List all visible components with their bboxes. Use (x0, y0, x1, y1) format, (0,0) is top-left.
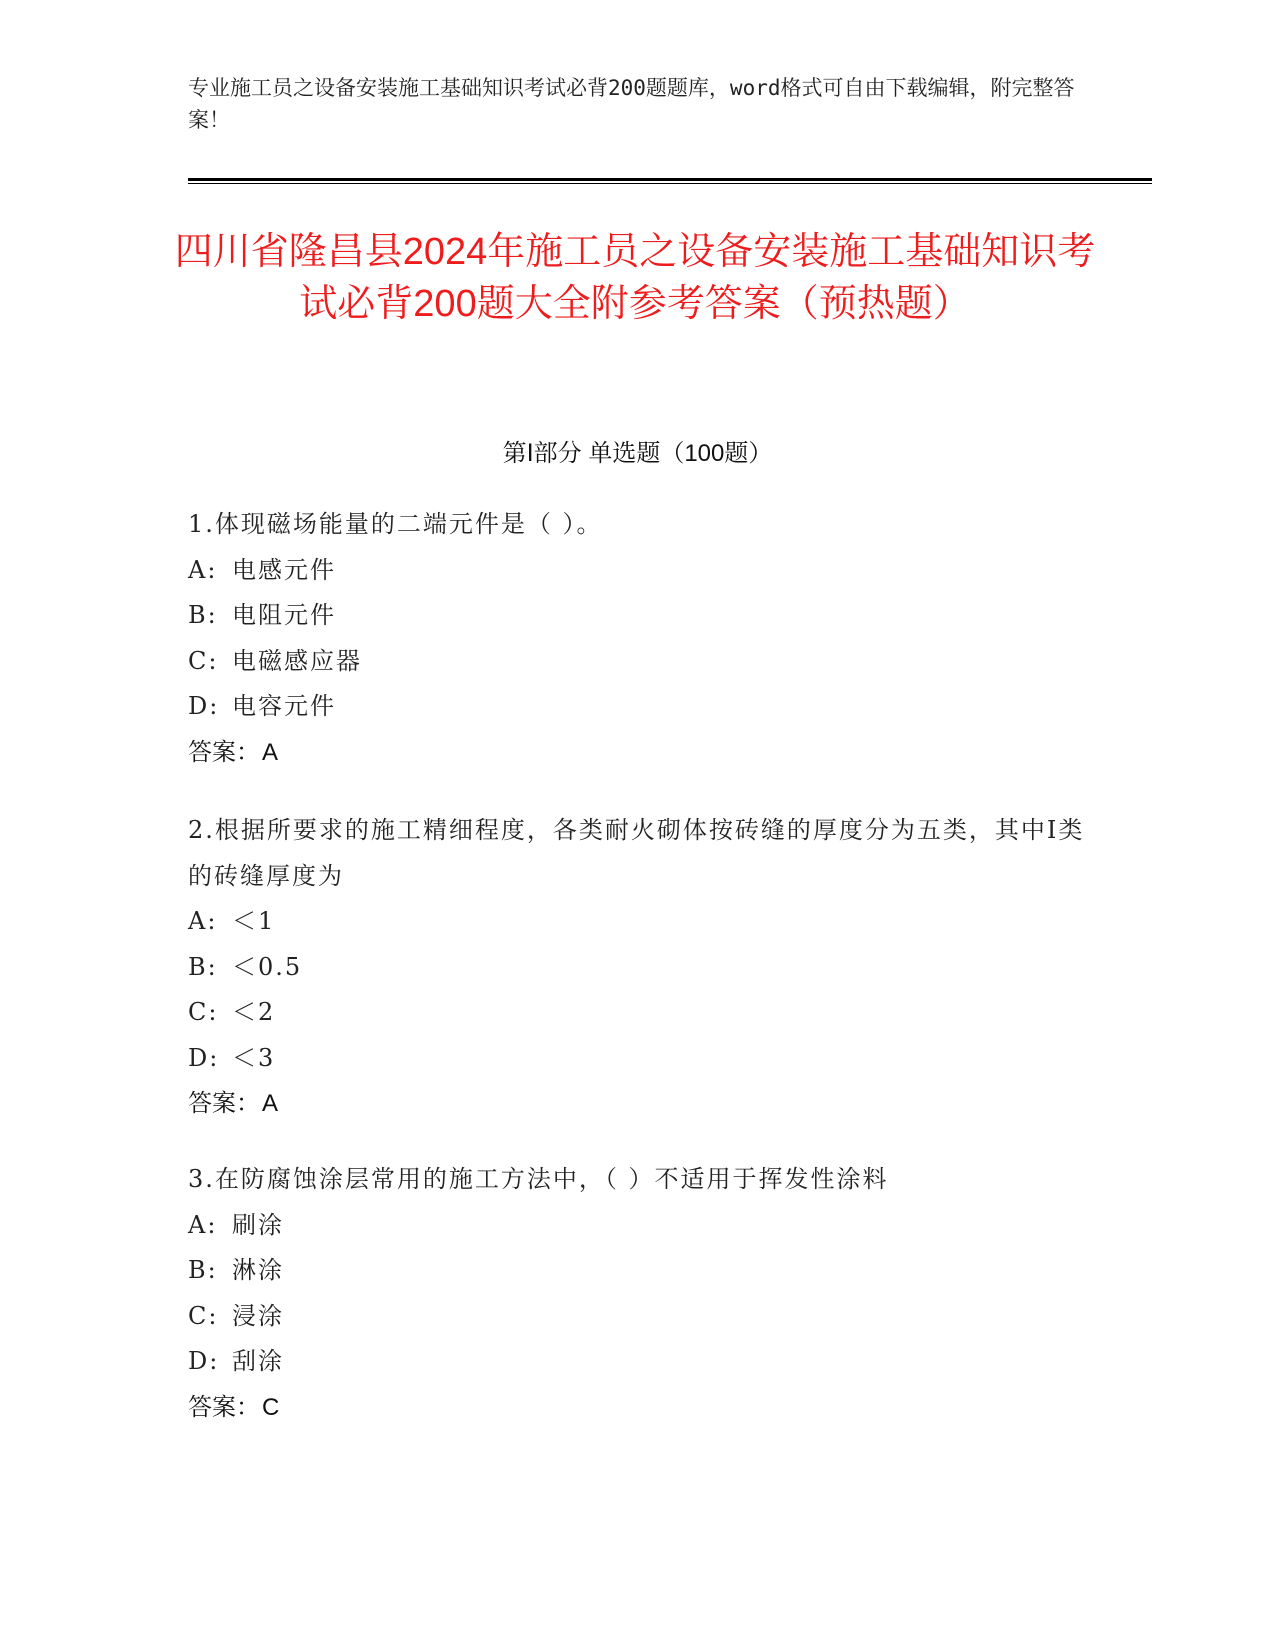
option-label: A: (188, 1210, 218, 1239)
answer-value: A (262, 738, 279, 766)
option-d (188, 1036, 1088, 1082)
option-text: 浸涂 (232, 1301, 284, 1330)
option-text: 淋涂 (232, 1256, 284, 1284)
option-text: 刮涂 (232, 1347, 284, 1375)
option-text: 电磁感应器 (232, 646, 362, 675)
answer-line (188, 1081, 1088, 1127)
option-d (188, 1339, 1088, 1385)
option-text: ＜2 (232, 998, 276, 1026)
question-stem: 1.体现磁场能量的二端元件是（ ）。 (188, 510, 603, 538)
option-label: C: (188, 1301, 219, 1330)
option-label: D: (188, 1347, 220, 1375)
option-b (188, 1248, 1088, 1294)
option-label: C: (188, 998, 219, 1026)
question-3 (188, 1157, 1088, 1430)
option-text: ＜1 (232, 907, 276, 935)
question-1 (188, 502, 1088, 775)
option-label: D: (188, 1043, 220, 1072)
option-label: A: (188, 555, 218, 584)
answer-line (188, 730, 1088, 776)
option-a (188, 548, 1088, 594)
header-rule-thick (188, 178, 1152, 181)
answer-value: A (262, 1090, 279, 1117)
option-text: 电容元件 (232, 692, 336, 720)
option-text: 刷涂 (232, 1210, 284, 1239)
question-stem: 3.在防腐蚀涂层常用的施工方法中，（ ）不适用于挥发性涂料 (188, 1165, 889, 1193)
section-title: 第Ⅰ部分 单选题（100题） (502, 440, 773, 467)
option-a (188, 899, 1088, 945)
answer-label: 答案： (188, 738, 260, 766)
answer-label: 答案： (188, 1393, 260, 1421)
option-b (188, 593, 1088, 639)
option-a (188, 1203, 1088, 1249)
option-text: 电阻元件 (232, 601, 336, 629)
option-label: B: (188, 952, 218, 981)
option-text: ＜0.5 (232, 952, 303, 981)
option-b (188, 945, 1088, 991)
question-stem: 2.根据所要求的施工精细程度，各类耐火砌体按砖缝的厚度分为五类，其中Ⅰ类的砖缝厚度为 (188, 816, 1085, 890)
answer-line (188, 1385, 1088, 1431)
answer-label: 答案： (188, 1090, 260, 1117)
option-c (188, 1294, 1088, 1340)
option-c (188, 990, 1088, 1036)
header-rule-thin (188, 183, 1152, 184)
option-label: C: (188, 646, 219, 675)
option-c (188, 639, 1088, 685)
document-title: 四川省隆昌县2024年施工员之设备安装施工基础知识考试必背200题大全附参考答案（预热题） (174, 231, 1096, 325)
option-label: D: (188, 692, 220, 720)
option-label: A: (188, 907, 218, 935)
option-text: ＜3 (232, 1043, 276, 1072)
question-2 (188, 808, 1088, 1127)
header-note: 专业施工员之设备安装施工基础知识考试必背200题题库，word格式可自由下载编辑，附完整答案！ (188, 76, 1075, 132)
option-label: B: (188, 601, 218, 629)
option-text: 电感元件 (232, 555, 336, 584)
option-label: B: (188, 1256, 218, 1284)
option-d (188, 684, 1088, 730)
answer-value: C (262, 1393, 280, 1421)
